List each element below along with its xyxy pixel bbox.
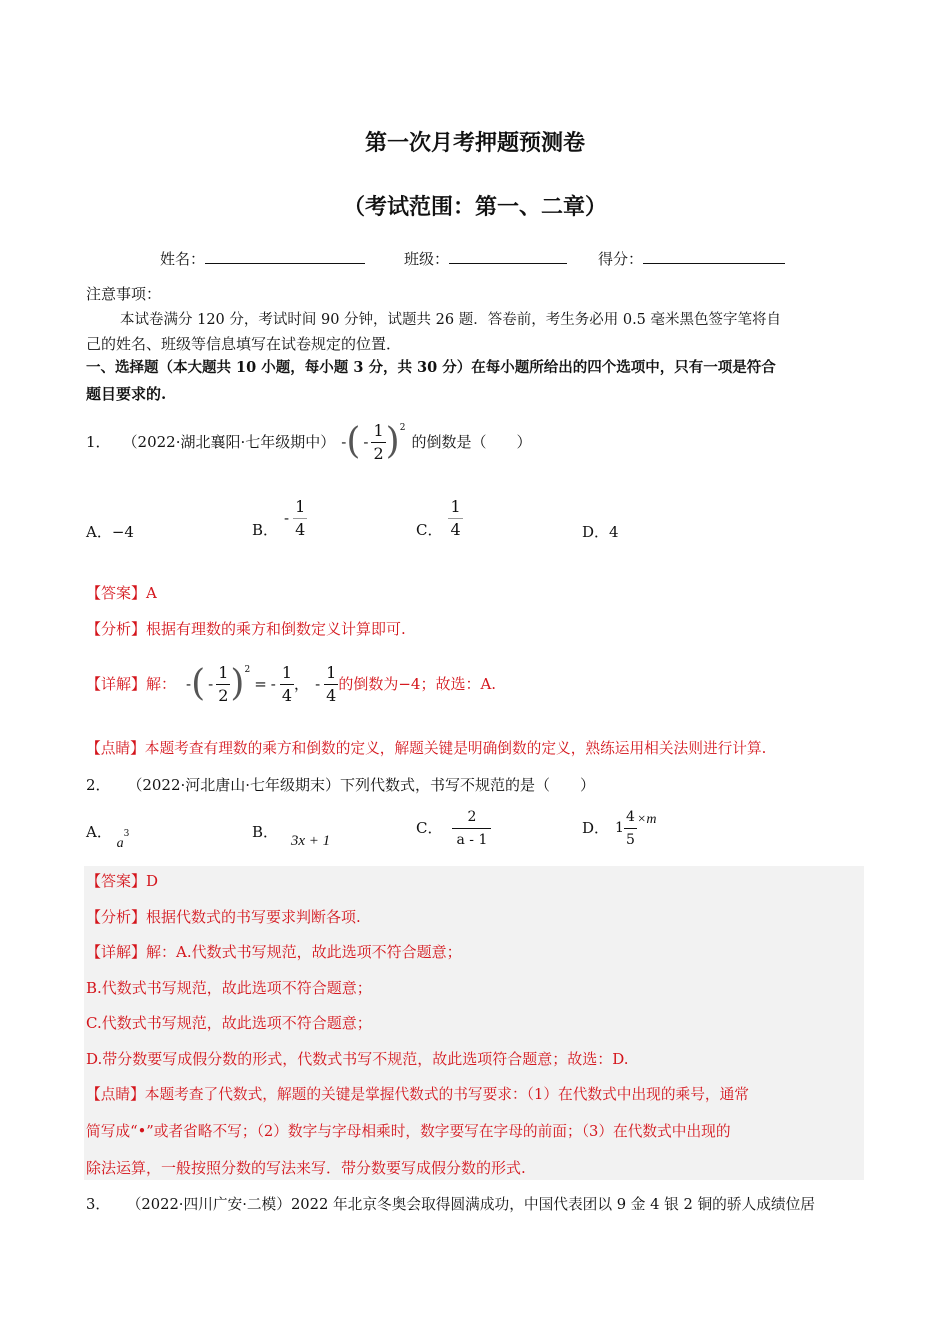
q1-detail-second-sign: - — [315, 675, 321, 693]
q2-detail-line-1 — [86, 942, 462, 962]
notice-line-2: 己的姓名、班级等信息填写在试卷规定的位置． — [86, 335, 402, 353]
q1-detail-result-den: 4 — [281, 685, 293, 705]
q1-detail-second-fraction — [324, 664, 338, 705]
q1-option-b-den: 4 — [295, 519, 306, 539]
q1-detail-prefix: 解： — [146, 675, 177, 693]
q2-answer-label: 【答案】 — [86, 872, 147, 890]
q2-comment-line-1 — [86, 1085, 749, 1105]
q1-detail-right-paren: ) — [230, 663, 245, 704]
q2-option-d-den: 5 — [624, 828, 637, 849]
q1-fraction — [371, 422, 385, 463]
q1-option-a-value: −4 — [111, 523, 134, 541]
q1-detail-comma: ， — [294, 675, 310, 693]
class-field — [404, 248, 567, 269]
page-title: 第一次月考押题预测卷 — [364, 130, 585, 156]
score-label: 得分： — [598, 250, 644, 268]
score-field — [598, 248, 785, 269]
notice-heading: 注意事项： — [86, 285, 162, 303]
q2-detail-line-2: B.代数式书写规范，故此选项不符合题意； — [86, 979, 372, 997]
q1-detail-second-num: 1 — [326, 662, 337, 682]
q1-option-b-label: B． — [252, 521, 279, 539]
q1-stem: 的倒数是（ ） — [411, 433, 532, 451]
question-1 — [86, 416, 531, 468]
q2-comment-label: 【点睛】 — [86, 1086, 145, 1103]
q1-option-c-label: C． — [416, 521, 443, 539]
section-1-heading: 一、选择题（本大题共 10 小题，每小题 3 分，共 30 分）在每小题所给出的四个选项中，只有一项是符合 — [86, 359, 776, 376]
q2-option-d[interactable] — [582, 806, 656, 850]
q1-right-paren: ) — [385, 421, 400, 462]
q2-option-d-whole: 1 — [615, 820, 624, 836]
q2-number: 2． — [86, 776, 111, 794]
q1-detail-suffix: 的倒数为−4；故选：A. — [338, 675, 497, 693]
q1-option-c-num: 1 — [450, 496, 461, 516]
q2-option-d-fraction — [624, 808, 637, 849]
q1-minus: - — [341, 433, 347, 451]
q1-option-a-label: A． — [86, 523, 112, 541]
q2-option-b[interactable] — [252, 822, 331, 849]
question-2 — [86, 775, 595, 795]
q2-analysis-label: 【分析】 — [86, 908, 147, 926]
q1-answer-label: 【答案】 — [86, 584, 147, 602]
q3-number: 3． — [86, 1196, 111, 1213]
q2-answer — [86, 871, 158, 891]
q2-option-b-label: B． — [252, 823, 279, 841]
q1-answer-value: A — [146, 584, 157, 602]
q1-detail-left-paren: ( — [191, 663, 206, 704]
q1-frac-den: 2 — [373, 443, 384, 463]
q2-option-c[interactable] — [416, 806, 491, 850]
q2-comment-text-1: 本题考查了代数式，解题的关键是掌握代数式的书写要求：（1）在代数式中出现的乘号，通常 — [144, 1086, 749, 1103]
q3-source: （2022·四川广安·二模） — [126, 1196, 291, 1213]
q1-option-d-value: 4 — [609, 523, 619, 541]
q1-answer — [86, 583, 157, 603]
q1-detail — [86, 656, 496, 712]
q1-option-b[interactable] — [252, 496, 307, 540]
class-label: 班级： — [404, 250, 450, 268]
q1-inner-minus: - — [363, 433, 369, 451]
q1-detail-result-num: 1 — [281, 662, 293, 682]
q2-comment-line-3: 除法运算，一般按照分数的写法来写．带分数要写成假分数的形式. — [86, 1159, 526, 1177]
q1-analysis-label: 【分析】 — [86, 620, 147, 638]
question-3 — [86, 1195, 815, 1215]
q2-comment-line-2: 简写成“•”或者省略不写；（2）数字与字母相乘时，数字要写在字母的前面；（3）在代数式中出现的 — [86, 1123, 731, 1140]
q1-detail-power: 2 — [244, 665, 251, 675]
q1-detail-num: 1 — [218, 662, 229, 682]
q2-option-a-base: a — [116, 836, 124, 851]
q3-stem: 2022 年北京冬奥会取得圆满成功，中国代表团以 9 金 4 银 2 铜的骄人成绩位居 — [290, 1196, 815, 1213]
q2-option-a-label: A． — [86, 823, 112, 841]
q1-option-b-sign: - — [284, 509, 290, 527]
q1-detail-equals: = — [254, 675, 267, 693]
q2-option-c-den: a - 1 — [452, 828, 491, 849]
q1-detail-label: 【详解】 — [86, 675, 147, 693]
q1-option-c[interactable] — [416, 496, 463, 540]
q1-detail-minus: - — [186, 675, 192, 693]
q2-analysis-text: 根据代数式的书写要求判断各项. — [146, 908, 361, 926]
q2-option-d-label: D． — [582, 819, 610, 837]
q1-option-d-label: D． — [582, 523, 610, 541]
q1-source: （2022·湖北襄阳·七年级期中） — [122, 433, 336, 451]
q2-option-a[interactable] — [86, 822, 130, 851]
name-label: 姓名： — [160, 250, 206, 268]
q2-option-d-tail: ×m — [636, 812, 657, 827]
q2-stem: 下列代数式，书写不规范的是（ ） — [340, 776, 596, 794]
notice-line-1: 本试卷满分 120 分，考试时间 90 分钟，试题共 26 题．答卷前，考生务必用 0.5 毫米黑色签字笔将自 — [120, 312, 782, 328]
q1-comment — [86, 739, 766, 759]
q1-option-b-num: 1 — [295, 496, 306, 516]
class-blank[interactable] — [449, 249, 567, 264]
q2-detail-text-1: 解：A.代数式书写规范，故此选项不符合题意； — [146, 943, 462, 961]
q1-detail-result-sign: - — [270, 675, 276, 693]
q2-detail-label: 【详解】 — [86, 943, 147, 961]
q2-option-b-value: 3x + 1 — [290, 833, 331, 849]
q2-answer-value: D — [146, 872, 159, 890]
q1-number: 1． — [86, 433, 111, 451]
q1-option-c-fraction — [448, 498, 462, 539]
q1-option-d[interactable] — [582, 522, 619, 542]
name-field — [160, 248, 365, 269]
q2-detail-line-3: C.代数式书写规范，故此选项不符合题意； — [86, 1014, 372, 1032]
q2-analysis — [86, 907, 361, 927]
q1-detail-inner-minus: - — [208, 675, 214, 693]
q1-frac-num: 1 — [373, 420, 384, 440]
q2-option-c-fraction — [452, 808, 491, 849]
q1-comment-label: 【点睛】 — [86, 740, 145, 757]
name-blank[interactable] — [205, 249, 365, 264]
q1-analysis-text: 根据有理数的乘方和倒数定义计算即可. — [146, 620, 406, 638]
q2-option-a-exp: 3 — [123, 829, 130, 839]
q1-detail-den: 2 — [218, 685, 229, 705]
q1-detail-fraction — [216, 664, 230, 705]
q1-option-c-den: 4 — [450, 519, 461, 539]
q1-option-a[interactable] — [86, 522, 134, 542]
q1-analysis — [86, 619, 406, 639]
q2-detail-line-4: D.带分数要写成假分数的形式，代数式书写不规范，故此选项符合题意；故选：D. — [86, 1050, 629, 1068]
q1-power: 2 — [399, 423, 406, 433]
page-subtitle: （考试范围：第一、二章） — [342, 194, 607, 220]
q2-option-c-num: 2 — [467, 808, 477, 825]
q1-left-paren: ( — [346, 421, 361, 462]
section-1-heading-cont: 题目要求的. — [86, 385, 167, 403]
q1-detail-second-den: 4 — [326, 685, 337, 705]
q1-comment-text: 本题考查有理数的乘方和倒数的定义，解题关键是明确倒数的定义，熟练运用相关法则进行计算. — [144, 740, 767, 757]
q2-source: （2022·河北唐山·七年级期末） — [127, 776, 341, 794]
q2-option-d-num: 4 — [625, 808, 635, 825]
q1-detail-result-fraction — [280, 664, 294, 705]
score-blank[interactable] — [643, 249, 785, 264]
q2-option-c-label: C． — [416, 819, 443, 837]
q1-option-b-fraction — [293, 498, 307, 539]
